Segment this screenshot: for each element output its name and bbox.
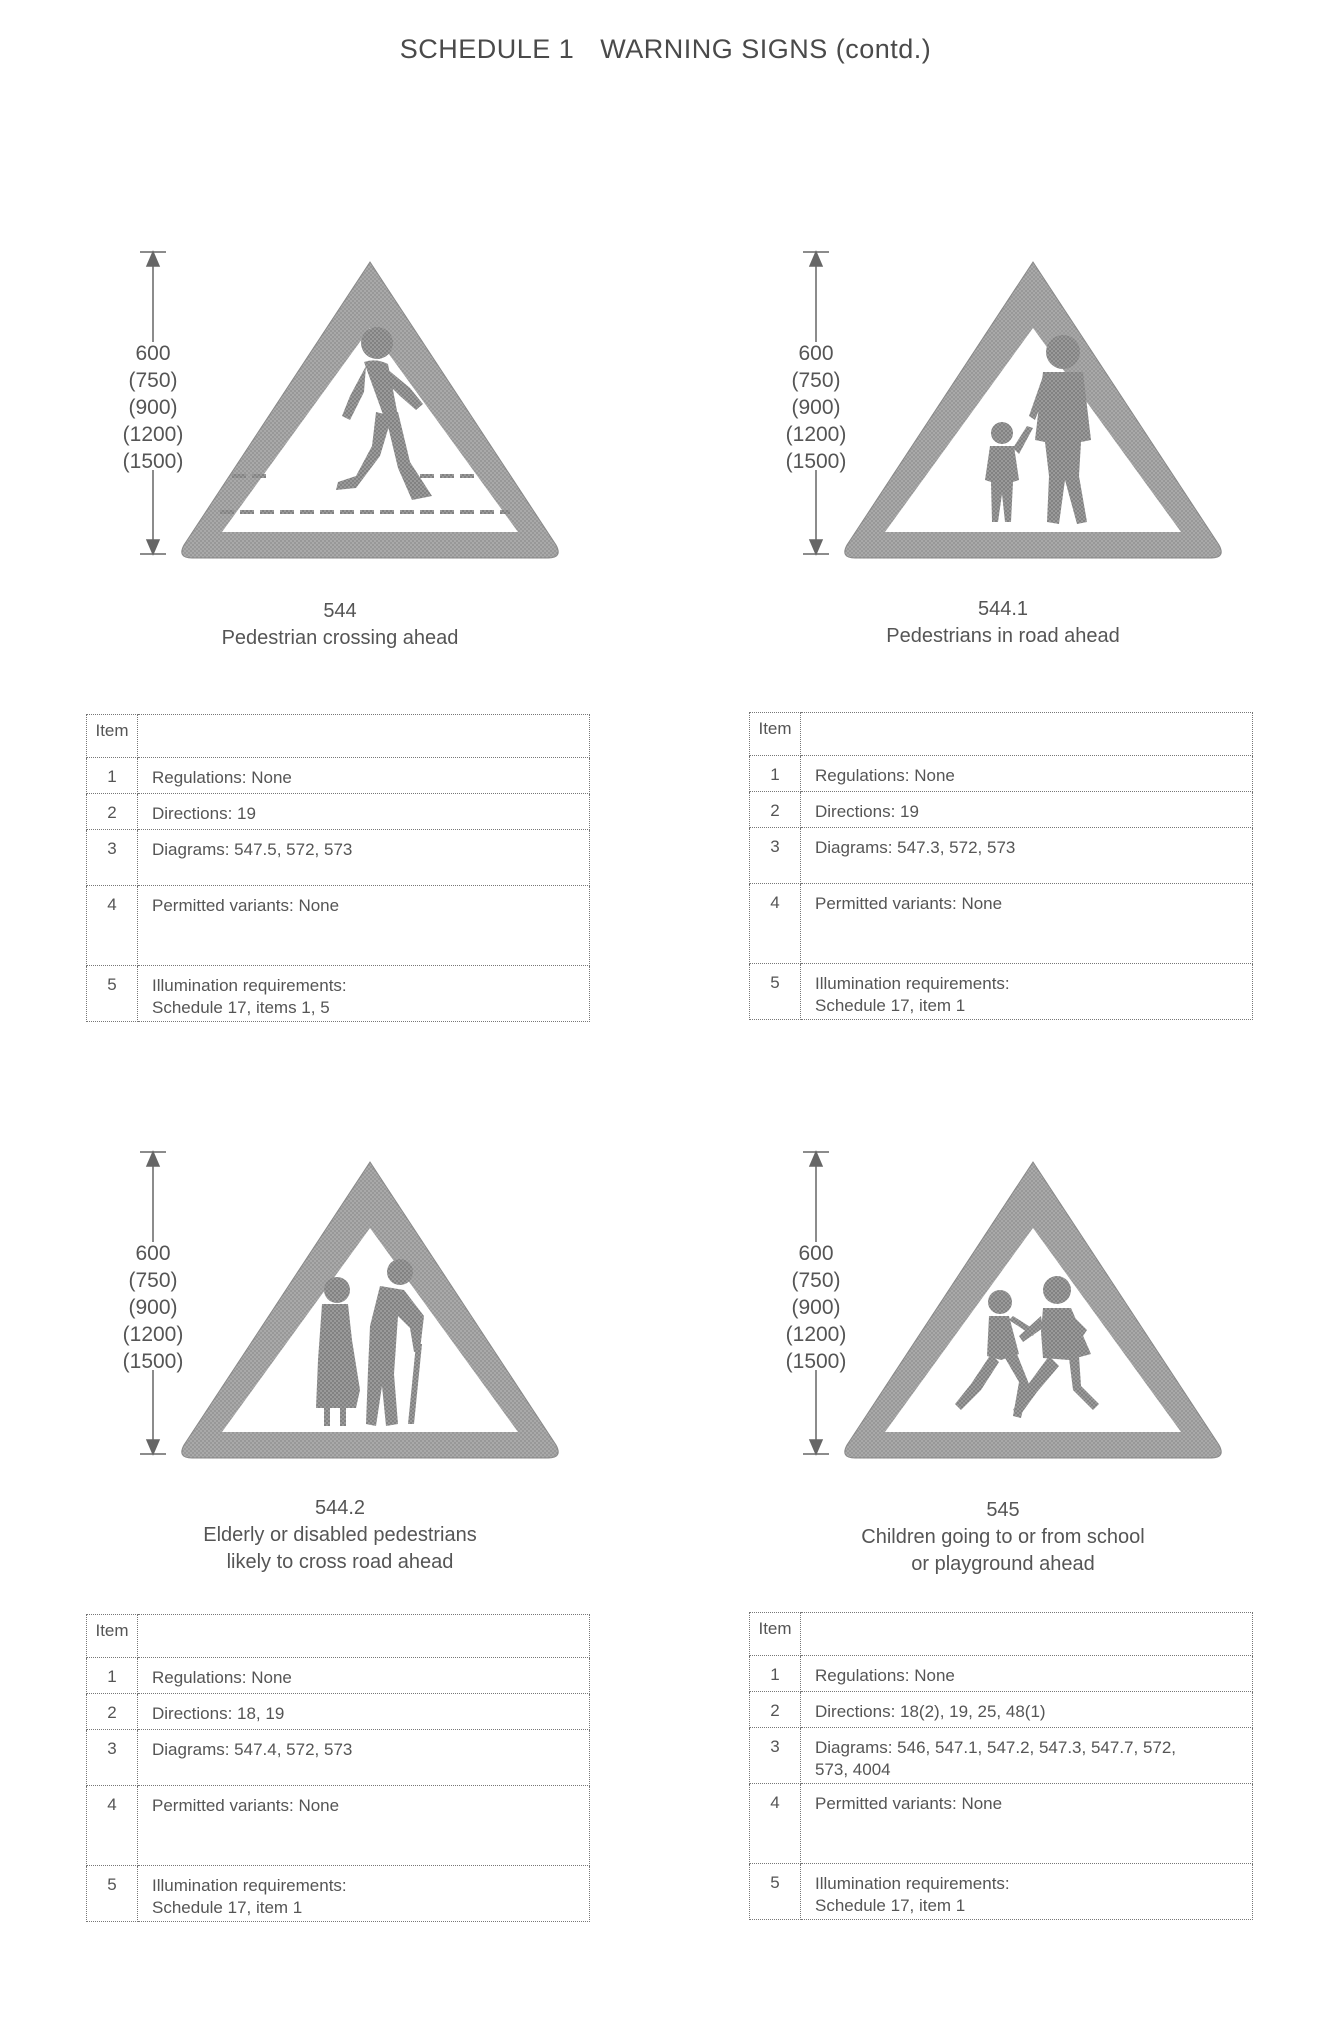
- item-text: Permitted variants: None: [138, 1786, 590, 1866]
- item-text: Permitted variants: None: [801, 884, 1253, 964]
- item-table: [86, 714, 590, 1022]
- item-text: Directions: 19: [138, 794, 590, 830]
- size-value: 600: [798, 1242, 834, 1265]
- item-text: Illumination requirements:: [815, 974, 1010, 993]
- item-number: 4: [750, 884, 801, 964]
- item-number: 5: [750, 964, 801, 1020]
- size-value: (900): [791, 1296, 841, 1319]
- size-value: (1500): [785, 1350, 847, 1373]
- size-value: (1200): [785, 1323, 847, 1346]
- item-text: 573, 4004: [815, 1760, 891, 1779]
- item-number: 3: [87, 1730, 138, 1786]
- item-text: Illumination requirements:: [152, 976, 347, 995]
- sign-panel-544-1: [743, 240, 1303, 1130]
- size-value: (1200): [122, 423, 184, 446]
- item-table: [749, 712, 1253, 1020]
- item-text: Schedule 17, items 1, 5: [152, 998, 330, 1017]
- schedule-title: SCHEDULE 1: [399, 34, 575, 64]
- size-value: (900): [128, 1296, 178, 1319]
- item-text: Schedule 17, item 1: [815, 996, 966, 1015]
- size-value: (750): [128, 369, 178, 392]
- item-table: [86, 1614, 590, 1922]
- item-text: Illumination requirements:: [152, 1876, 347, 1895]
- item-number: 5: [87, 1866, 138, 1922]
- sign-caption: [60, 598, 620, 652]
- item-text: Permitted variants: None: [138, 886, 590, 966]
- item-number: 4: [87, 886, 138, 966]
- item-number: 5: [87, 966, 138, 1022]
- caption-line: Pedestrians in road ahead: [886, 625, 1120, 647]
- item-number: 2: [87, 794, 138, 830]
- sign-panel-544: [80, 240, 640, 1130]
- sign-panel-545: [743, 1140, 1303, 2030]
- item-number: 3: [750, 1728, 801, 1784]
- item-number: 1: [87, 758, 138, 794]
- caption-line: likely to cross road ahead: [226, 1551, 454, 1573]
- item-number: 5: [750, 1864, 801, 1920]
- item-text: Diagrams: 547.4, 572, 573: [138, 1730, 590, 1786]
- item-text: Diagrams: 547.5, 572, 573: [138, 830, 590, 886]
- size-list: [771, 340, 861, 475]
- item-number: 1: [750, 1656, 801, 1692]
- item-number: 1: [87, 1658, 138, 1694]
- size-value: (900): [128, 396, 178, 419]
- diagram-number: 544.2: [314, 1497, 366, 1519]
- item-header: Item: [87, 715, 138, 758]
- item-text: Permitted variants: None: [801, 1784, 1253, 1864]
- caption-line: Children going to or from school: [861, 1526, 1145, 1548]
- item-text: Illumination requirements:: [815, 1874, 1010, 1893]
- item-text: Schedule 17, item 1: [815, 1896, 966, 1915]
- sign-caption: [723, 1497, 1283, 1578]
- caption-line: Elderly or disabled pedestrians: [203, 1524, 477, 1546]
- warning-triangle-icon: [845, 1162, 1221, 1458]
- item-number: 3: [750, 828, 801, 884]
- diagram-number: 545: [986, 1499, 1020, 1521]
- size-list: [108, 1240, 198, 1375]
- item-number: 4: [750, 1784, 801, 1864]
- item-number: 1: [750, 756, 801, 792]
- size-value: (1500): [122, 1350, 184, 1373]
- item-number: 2: [750, 792, 801, 828]
- size-list: [771, 1240, 861, 1375]
- size-value: 600: [135, 1242, 171, 1265]
- item-number: 4: [87, 1786, 138, 1866]
- diagram-number: 544: [323, 600, 357, 622]
- size-value: (1500): [785, 450, 847, 473]
- item-text: Regulations: None: [801, 1656, 1253, 1692]
- size-value: 600: [135, 342, 171, 365]
- item-text: Directions: 19: [801, 792, 1253, 828]
- caption-line: Pedestrian crossing ahead: [221, 627, 459, 649]
- size-value: (1500): [122, 450, 184, 473]
- size-value: (750): [791, 369, 841, 392]
- item-text: Diagrams: 547.3, 572, 573: [801, 828, 1253, 884]
- item-text: Directions: 18(2), 19, 25, 48(1): [801, 1692, 1253, 1728]
- size-list: [108, 340, 198, 475]
- item-number: 3: [87, 830, 138, 886]
- item-header: Item: [87, 1615, 138, 1658]
- item-table: [749, 1612, 1253, 1920]
- item-text: Schedule 17, item 1: [152, 1898, 303, 1917]
- item-header: Item: [750, 1613, 801, 1656]
- diagram-number: 544.1: [977, 598, 1029, 620]
- item-header: Item: [750, 713, 801, 756]
- size-value: (900): [791, 396, 841, 419]
- sign-caption: [60, 1495, 620, 1576]
- size-value: (750): [128, 1269, 178, 1292]
- item-text: Directions: 18, 19: [138, 1694, 590, 1730]
- sign-panel-544-2: [80, 1140, 640, 2030]
- page-title: [0, 34, 1331, 65]
- item-text: Regulations: None: [138, 758, 590, 794]
- caption-line: or playground ahead: [911, 1553, 1095, 1575]
- section-title: WARNING SIGNS (contd.): [600, 34, 932, 64]
- size-value: (1200): [785, 423, 847, 446]
- size-value: 600: [798, 342, 834, 365]
- item-text: Regulations: None: [801, 756, 1253, 792]
- size-value: (1200): [122, 1323, 184, 1346]
- sign-caption: [723, 596, 1283, 650]
- item-text: Diagrams: 546, 547.1, 547.2, 547.3, 547.7, 572,: [815, 1738, 1177, 1757]
- size-value: (750): [791, 1269, 841, 1292]
- item-number: 2: [87, 1694, 138, 1730]
- item-number: 2: [750, 1692, 801, 1728]
- item-text: Regulations: None: [138, 1658, 590, 1694]
